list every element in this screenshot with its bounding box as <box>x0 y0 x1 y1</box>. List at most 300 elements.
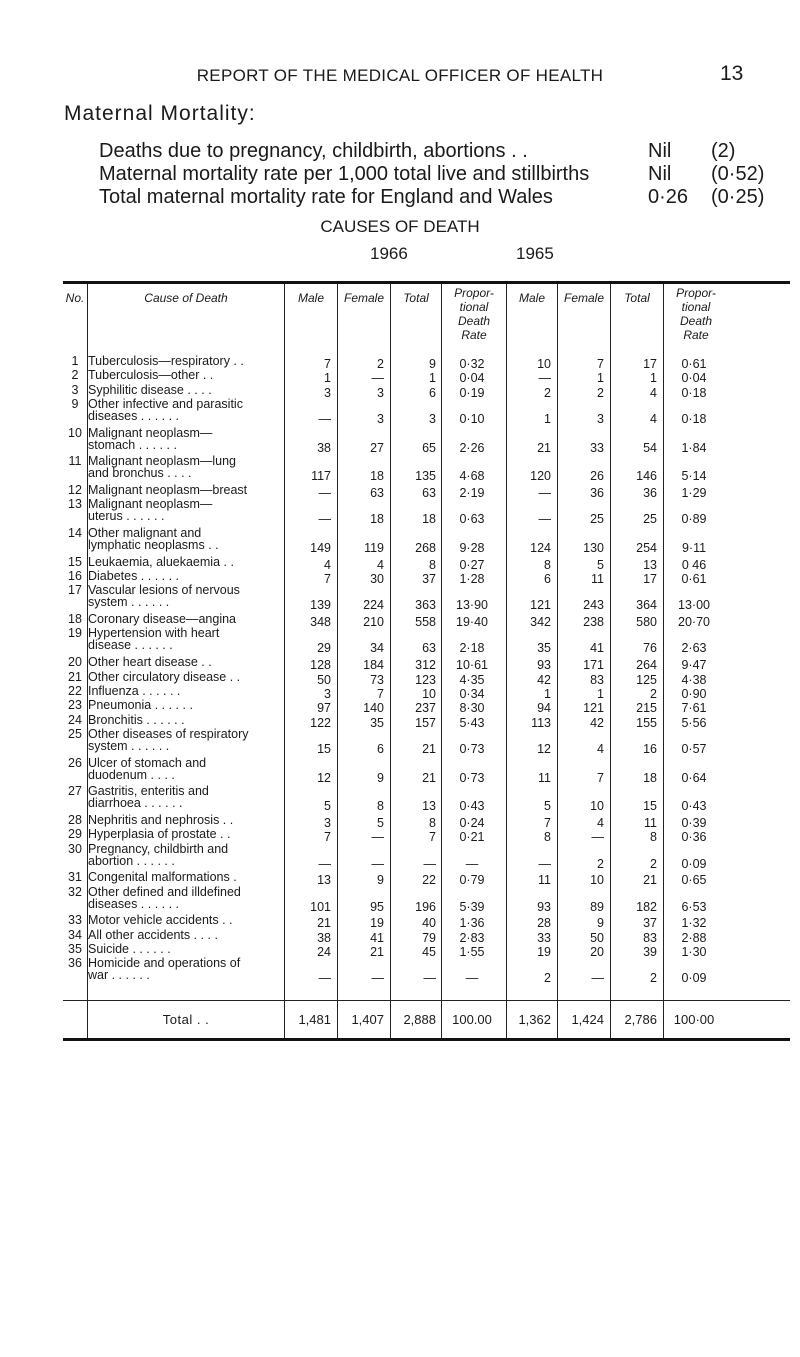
cell-f65: 33 <box>590 441 604 455</box>
stat-current: 0·26 <box>648 186 689 208</box>
cell-r65: 0·57 <box>681 742 707 756</box>
cell-r66: 1·28 <box>459 572 485 586</box>
cause-text: Coronary disease—angina <box>88 612 237 626</box>
cause-text: system . . . . . . <box>88 739 170 753</box>
cell-f66: 224 <box>363 598 384 612</box>
cell-t66: 79 <box>422 931 436 945</box>
cell-t66: 13 <box>422 799 436 813</box>
cell-t66: 312 <box>415 658 436 672</box>
cell-r66: 2·19 <box>459 486 485 500</box>
cell-t66: 65 <box>422 441 436 455</box>
cell-r66: 0·73 <box>459 742 485 756</box>
cell-f65: 4 <box>597 742 604 756</box>
cell-r65: 0·43 <box>681 799 707 813</box>
cell-f66: 140 <box>363 701 384 715</box>
cell-f66: 119 <box>364 541 384 555</box>
column-rule <box>610 284 611 1038</box>
cell-m66: — <box>318 412 331 426</box>
cell-m66: 38 <box>317 441 331 455</box>
cell-m65: 8 <box>544 558 551 572</box>
cell-m65: 342 <box>530 615 551 629</box>
cell-f65: — <box>591 971 604 985</box>
cause-text: system . . . . . . <box>88 595 170 609</box>
cause-text: Malignant neoplasm— <box>88 426 213 440</box>
cause-text: abortion . . . . . . <box>88 854 175 868</box>
cell-f65: 36 <box>590 486 604 500</box>
table-row <box>0 885 800 914</box>
table-row <box>0 383 800 400</box>
cell-f66: 34 <box>370 641 384 655</box>
cell-r65: 0·04 <box>681 371 707 385</box>
cell-f65: 26 <box>590 469 604 483</box>
cell-t65: 36 <box>643 486 657 500</box>
table-row <box>0 626 800 655</box>
cell-t66: 8 <box>429 816 436 830</box>
cell-t65: 1 <box>650 371 657 385</box>
row-number: 17 <box>68 583 82 597</box>
cell-r66: 0·73 <box>459 771 485 785</box>
cell-r65: 1·29 <box>681 486 707 500</box>
cause-text: Hyperplasia of prostate . . <box>88 827 231 841</box>
cell-r65: 0·18 <box>681 412 707 426</box>
cause-text: diarrhoea . . . . . . <box>88 796 183 810</box>
cell-t65: 264 <box>636 658 657 672</box>
cell-f65: 1 <box>597 687 604 701</box>
cell-f66: 7 <box>377 687 384 701</box>
cell-t65: 182 <box>636 900 657 914</box>
table-row <box>0 784 800 813</box>
cell-r66: — <box>465 857 479 871</box>
column-rule <box>663 284 664 1038</box>
rate-header-line: tional <box>681 300 711 314</box>
row-number: 20 <box>68 655 82 669</box>
cell-f66: 210 <box>363 615 384 629</box>
cell-r65: 1·32 <box>681 916 707 930</box>
table-row <box>0 684 800 701</box>
cell-m66: 21 <box>317 916 331 930</box>
table-row <box>0 813 800 830</box>
table-row <box>0 454 800 483</box>
cause-text: Tuberculosis—respiratory . . <box>88 354 244 368</box>
table-row <box>0 655 800 672</box>
row-number: 3 <box>71 383 79 397</box>
cell-f66: 184 <box>363 658 384 672</box>
cell-r66: 1·36 <box>459 916 485 930</box>
cell-t65: 2 <box>650 971 657 985</box>
cause-text: and bronchus . . . . <box>88 466 192 480</box>
cause-text: Vascular lesions of nervous <box>88 583 240 597</box>
cell-t65: 2 <box>650 687 657 701</box>
rate-header-line: Propor- <box>676 286 716 300</box>
section-title: Maternal Mortality: <box>64 102 256 125</box>
cell-f65: 2 <box>597 857 604 871</box>
cell-r66: 0·43 <box>459 799 485 813</box>
table-row <box>0 612 800 629</box>
cell-m66: — <box>318 857 331 871</box>
col-header-cause: Cause of Death <box>144 291 228 305</box>
stat-label: Deaths due to pregnancy, childbirth, abortions . . <box>99 140 528 162</box>
cell-m65: 94 <box>537 701 551 715</box>
table-row <box>0 727 800 756</box>
cell-t66: 22 <box>422 873 436 887</box>
cell-f66: 41 <box>370 931 384 945</box>
cell-m66: 12 <box>317 771 331 785</box>
cell-t66: 21 <box>422 771 436 785</box>
total-male-66: 1,481 <box>298 1012 331 1027</box>
row-number: 14 <box>68 526 82 540</box>
total-label: Total . . <box>162 1012 210 1027</box>
cause-text: Influenza . . . . . . <box>88 684 181 698</box>
cell-m66: — <box>318 512 331 526</box>
cause-text: lymphatic neoplasms . . <box>88 538 219 552</box>
table-row <box>0 526 800 555</box>
cell-f65: 7 <box>597 771 604 785</box>
cell-t66: 18 <box>422 512 436 526</box>
cell-r66: 1·55 <box>459 945 485 959</box>
cell-f66: 4 <box>377 558 384 572</box>
cell-m65: 35 <box>537 641 551 655</box>
cell-r65: 13·00 <box>678 598 710 612</box>
cell-f66: 73 <box>370 673 384 687</box>
cell-t66: 363 <box>415 598 436 612</box>
cell-r66: 0·63 <box>459 512 485 526</box>
cause-text: Other circulatory disease . . <box>88 670 241 684</box>
cell-m65: 121 <box>530 598 551 612</box>
table-row <box>0 497 800 526</box>
cause-text: Pregnancy, childbirth and <box>88 842 229 856</box>
cell-m65: 11 <box>538 771 551 785</box>
cell-m66: 13 <box>317 873 331 887</box>
col-header-rate-65 <box>664 286 728 342</box>
cell-f66: 5 <box>377 816 384 830</box>
cell-r65: 0·61 <box>681 357 707 371</box>
cell-r65: 9·47 <box>681 658 707 672</box>
rate-header-line: Propor- <box>454 286 494 300</box>
cell-t66: 45 <box>422 945 436 959</box>
cell-f65: 11 <box>591 572 604 586</box>
rate-header-line: Rate <box>683 328 709 342</box>
table-row <box>0 713 800 730</box>
cell-f65: 42 <box>590 716 604 730</box>
cell-f65: 243 <box>583 598 604 612</box>
cell-f65: 89 <box>590 900 604 914</box>
cell-r65: 0·09 <box>681 857 707 871</box>
stat-current: Nil <box>648 140 672 162</box>
cell-t66: 1 <box>429 371 436 385</box>
cell-m65: 93 <box>537 658 551 672</box>
cell-r65: 0·09 <box>681 971 707 985</box>
col-header-rate-66 <box>442 286 506 342</box>
cause-text: Malignant neoplasm—breast <box>88 483 248 497</box>
cell-m65: 1 <box>544 687 551 701</box>
cell-r65: 2·88 <box>681 931 707 945</box>
cell-r66: 2·83 <box>459 931 485 945</box>
cell-m66: 38 <box>317 931 331 945</box>
cell-r66: 19·40 <box>456 615 488 629</box>
cell-f66: 63 <box>370 486 384 500</box>
cell-r65: 0·36 <box>681 830 707 844</box>
cell-m65: 93 <box>537 900 551 914</box>
rate-header-line: Rate <box>461 328 487 342</box>
cause-text: stomach . . . . . . <box>88 438 177 452</box>
col-header-total-66: Total <box>403 291 429 305</box>
total-female-66: 1,407 <box>351 1012 384 1027</box>
cell-r65: 0·64 <box>681 771 707 785</box>
row-number: 19 <box>68 626 82 640</box>
cell-f66: 8 <box>377 799 384 813</box>
row-number: 10 <box>68 426 82 440</box>
table-row <box>0 368 800 385</box>
total-rate-66: 100.00 <box>452 1012 492 1027</box>
cell-t65: 54 <box>643 441 657 455</box>
cell-m65: 2 <box>544 386 551 400</box>
cause-text: Nephritis and nephrosis . . <box>88 813 234 827</box>
cause-text: Other heart disease . . <box>88 655 212 669</box>
row-number: 25 <box>68 727 82 741</box>
col-header-female-66: Female <box>343 291 384 305</box>
row-number: 32 <box>68 885 82 899</box>
column-rule <box>441 284 442 1038</box>
cell-f65: — <box>591 830 604 844</box>
table-row <box>0 569 800 586</box>
cell-t65: 4 <box>650 386 657 400</box>
column-rule <box>390 284 391 1038</box>
total-rate-65: 100·00 <box>673 1012 715 1027</box>
cell-r65: 2·63 <box>681 641 707 655</box>
cell-r66: 5·39 <box>459 900 485 914</box>
cause-text: Malignant neoplasm—lung <box>88 454 237 468</box>
cell-f65: 238 <box>583 615 604 629</box>
table-row <box>0 842 800 871</box>
cell-m65: 11 <box>538 873 551 887</box>
cell-m65: 8 <box>544 830 551 844</box>
cell-r65: 0 46 <box>681 558 707 572</box>
row-number: 23 <box>68 698 82 712</box>
cell-t65: 155 <box>636 716 657 730</box>
cell-t66: 3 <box>429 412 436 426</box>
cell-f65: 2 <box>597 386 604 400</box>
cell-m66: 149 <box>310 541 331 555</box>
cell-f66: 27 <box>370 441 384 455</box>
cell-t66: 268 <box>415 541 436 555</box>
cell-t66: 21 <box>422 742 436 756</box>
cell-r66: 0·34 <box>459 687 485 701</box>
rate-header-line: Death <box>679 314 713 328</box>
cell-t65: 580 <box>636 615 657 629</box>
cell-f66: 2 <box>377 357 384 371</box>
cell-f65: 121 <box>583 701 604 715</box>
cell-m66: 7 <box>324 357 331 371</box>
cell-r65: 1·30 <box>681 945 707 959</box>
cell-m65: 42 <box>537 673 551 687</box>
cell-m66: 7 <box>324 572 331 586</box>
cause-text: disease . . . . . . <box>88 638 173 652</box>
cell-r66: 0·24 <box>459 816 485 830</box>
cell-f65: 50 <box>590 931 604 945</box>
cell-f66: — <box>371 857 384 871</box>
cell-m65: 21 <box>537 441 551 455</box>
cell-m66: 348 <box>310 615 331 629</box>
cell-m66: 29 <box>317 641 331 655</box>
cell-r66: 0·21 <box>459 830 485 844</box>
rate-header-line: tional <box>459 300 489 314</box>
table-top-rule <box>63 281 790 284</box>
row-number: 27 <box>68 784 82 798</box>
table-row <box>0 426 800 455</box>
table-row <box>0 756 800 785</box>
cell-r65: 0·90 <box>681 687 707 701</box>
cell-f65: 10 <box>590 799 604 813</box>
cause-text: Pneumonia . . . . . . <box>88 698 193 712</box>
column-rule <box>337 284 338 1038</box>
table-row <box>0 827 800 844</box>
table-row <box>0 670 800 687</box>
cell-t65: 125 <box>636 673 657 687</box>
cell-f66: 21 <box>370 945 384 959</box>
cell-f66: 3 <box>377 386 384 400</box>
stat-current: Nil <box>648 163 672 185</box>
row-number: 35 <box>68 942 82 956</box>
cell-r66: 9·28 <box>459 541 485 555</box>
cause-text: Hypertension with heart <box>88 626 220 640</box>
cell-f65: 5 <box>597 558 604 572</box>
cell-f65: 10 <box>590 873 604 887</box>
cell-f66: 6 <box>377 742 384 756</box>
cell-m66: 101 <box>310 900 331 914</box>
cell-r65: 7·61 <box>681 701 707 715</box>
cell-t65: 17 <box>643 357 657 371</box>
col-header-male-65: Male <box>518 291 545 305</box>
cell-f66: — <box>371 971 384 985</box>
cell-m66: 128 <box>310 658 331 672</box>
cell-r66: 0·04 <box>459 371 485 385</box>
cell-t66: 37 <box>422 572 436 586</box>
cell-t66: 63 <box>422 486 436 500</box>
row-number: 9 <box>71 397 79 411</box>
row-number: 21 <box>68 670 82 684</box>
cause-text: war . . . . . . <box>88 968 150 982</box>
cell-r66: 5·43 <box>459 716 485 730</box>
cell-t65: 13 <box>643 558 657 572</box>
row-number: 31 <box>68 870 82 884</box>
cell-m66: 1 <box>324 371 331 385</box>
cause-text: Homicide and operations of <box>88 956 241 970</box>
cell-t65: 39 <box>643 945 657 959</box>
cell-t66: 123 <box>415 673 436 687</box>
cell-f65: 1 <box>597 371 604 385</box>
cell-r66: 4·35 <box>459 673 485 687</box>
cell-m65: — <box>538 512 551 526</box>
cell-t66: — <box>423 971 436 985</box>
table-bottom-rule <box>63 1038 790 1041</box>
table-row <box>0 913 800 930</box>
year-previous: 1965 <box>516 244 554 263</box>
cell-r65: 0·65 <box>681 873 707 887</box>
cause-text: Ulcer of stomach and <box>88 756 207 770</box>
cell-f66: 35 <box>370 716 384 730</box>
row-number: 29 <box>68 827 82 841</box>
cause-text: Malignant neoplasm— <box>88 497 213 511</box>
cause-text: Other defined and illdefined <box>88 885 241 899</box>
cell-m65: 19 <box>537 945 551 959</box>
cell-m65: 6 <box>544 572 551 586</box>
cell-t66: 135 <box>415 469 436 483</box>
cell-r65: 1·84 <box>681 441 707 455</box>
cause-text: Leukaemia, aluekaemia . . <box>88 555 234 569</box>
cell-m66: 3 <box>324 816 331 830</box>
cell-m66: — <box>318 486 331 500</box>
cell-r65: 9·11 <box>681 541 707 555</box>
cell-r66: 2·18 <box>459 641 485 655</box>
page-number: 13 <box>720 62 744 85</box>
cell-m66: 97 <box>317 701 331 715</box>
row-number: 36 <box>68 956 82 970</box>
cell-f66: — <box>371 371 384 385</box>
total-total-65: 2,786 <box>624 1012 657 1027</box>
total-rule <box>63 1000 790 1001</box>
cell-t66: 63 <box>422 641 436 655</box>
cell-m66: 7 <box>324 830 331 844</box>
cause-text: Congenital malformations . <box>88 870 237 884</box>
cell-f66: 18 <box>370 469 384 483</box>
cell-t65: 215 <box>636 701 657 715</box>
cell-t66: 558 <box>415 615 436 629</box>
table-row <box>0 397 800 426</box>
stat-previous: (0·52) <box>711 163 765 185</box>
col-header-female-65: Female <box>563 291 604 305</box>
running-head: REPORT OF THE MEDICAL OFFICER OF HEALTH <box>196 66 604 85</box>
cause-text: uterus . . . . . . <box>88 509 165 523</box>
cell-t65: 76 <box>643 641 657 655</box>
cell-t65: 2 <box>650 857 657 871</box>
table-row <box>0 555 800 572</box>
cell-t66: 196 <box>415 900 436 914</box>
cause-text: Bronchitis . . . . . . <box>88 713 185 727</box>
cell-t66: 237 <box>415 701 436 715</box>
cell-t66: 40 <box>422 916 436 930</box>
table-row <box>0 583 800 612</box>
cell-r65: 0·89 <box>681 512 707 526</box>
cell-m66: 50 <box>317 673 331 687</box>
cell-m66: 15 <box>317 742 331 756</box>
cell-f66: 95 <box>370 900 384 914</box>
cell-r66: 0·32 <box>459 357 485 371</box>
cause-text: diseases . . . . . . <box>88 409 180 423</box>
stat-previous: (2) <box>711 140 736 162</box>
cell-f65: 130 <box>583 541 604 555</box>
cell-t66: 7 <box>429 830 436 844</box>
cell-r66: 4·68 <box>459 469 485 483</box>
cell-t66: 8 <box>429 558 436 572</box>
cell-t66: 9 <box>429 357 436 371</box>
cell-f65: 20 <box>590 945 604 959</box>
total-female-65: 1,424 <box>571 1012 604 1027</box>
cell-t65: 21 <box>643 873 657 887</box>
cause-text: Motor vehicle accidents . . <box>88 913 233 927</box>
cell-r65: 0·18 <box>681 386 707 400</box>
cause-text: duodenum . . . . <box>88 768 175 782</box>
cell-m65: — <box>538 486 551 500</box>
cell-t65: 254 <box>636 541 657 555</box>
cause-text: Other infective and parasitic <box>88 397 243 411</box>
stat-previous: (0·25) <box>711 186 765 208</box>
stat-label: Total maternal mortality rate for England and Wales <box>99 186 553 208</box>
cell-f66: 18 <box>370 512 384 526</box>
total-male-65: 1,362 <box>518 1012 551 1027</box>
cell-m65: 10 <box>537 357 551 371</box>
cell-r66: 0·79 <box>459 873 485 887</box>
row-number: 34 <box>68 928 82 942</box>
